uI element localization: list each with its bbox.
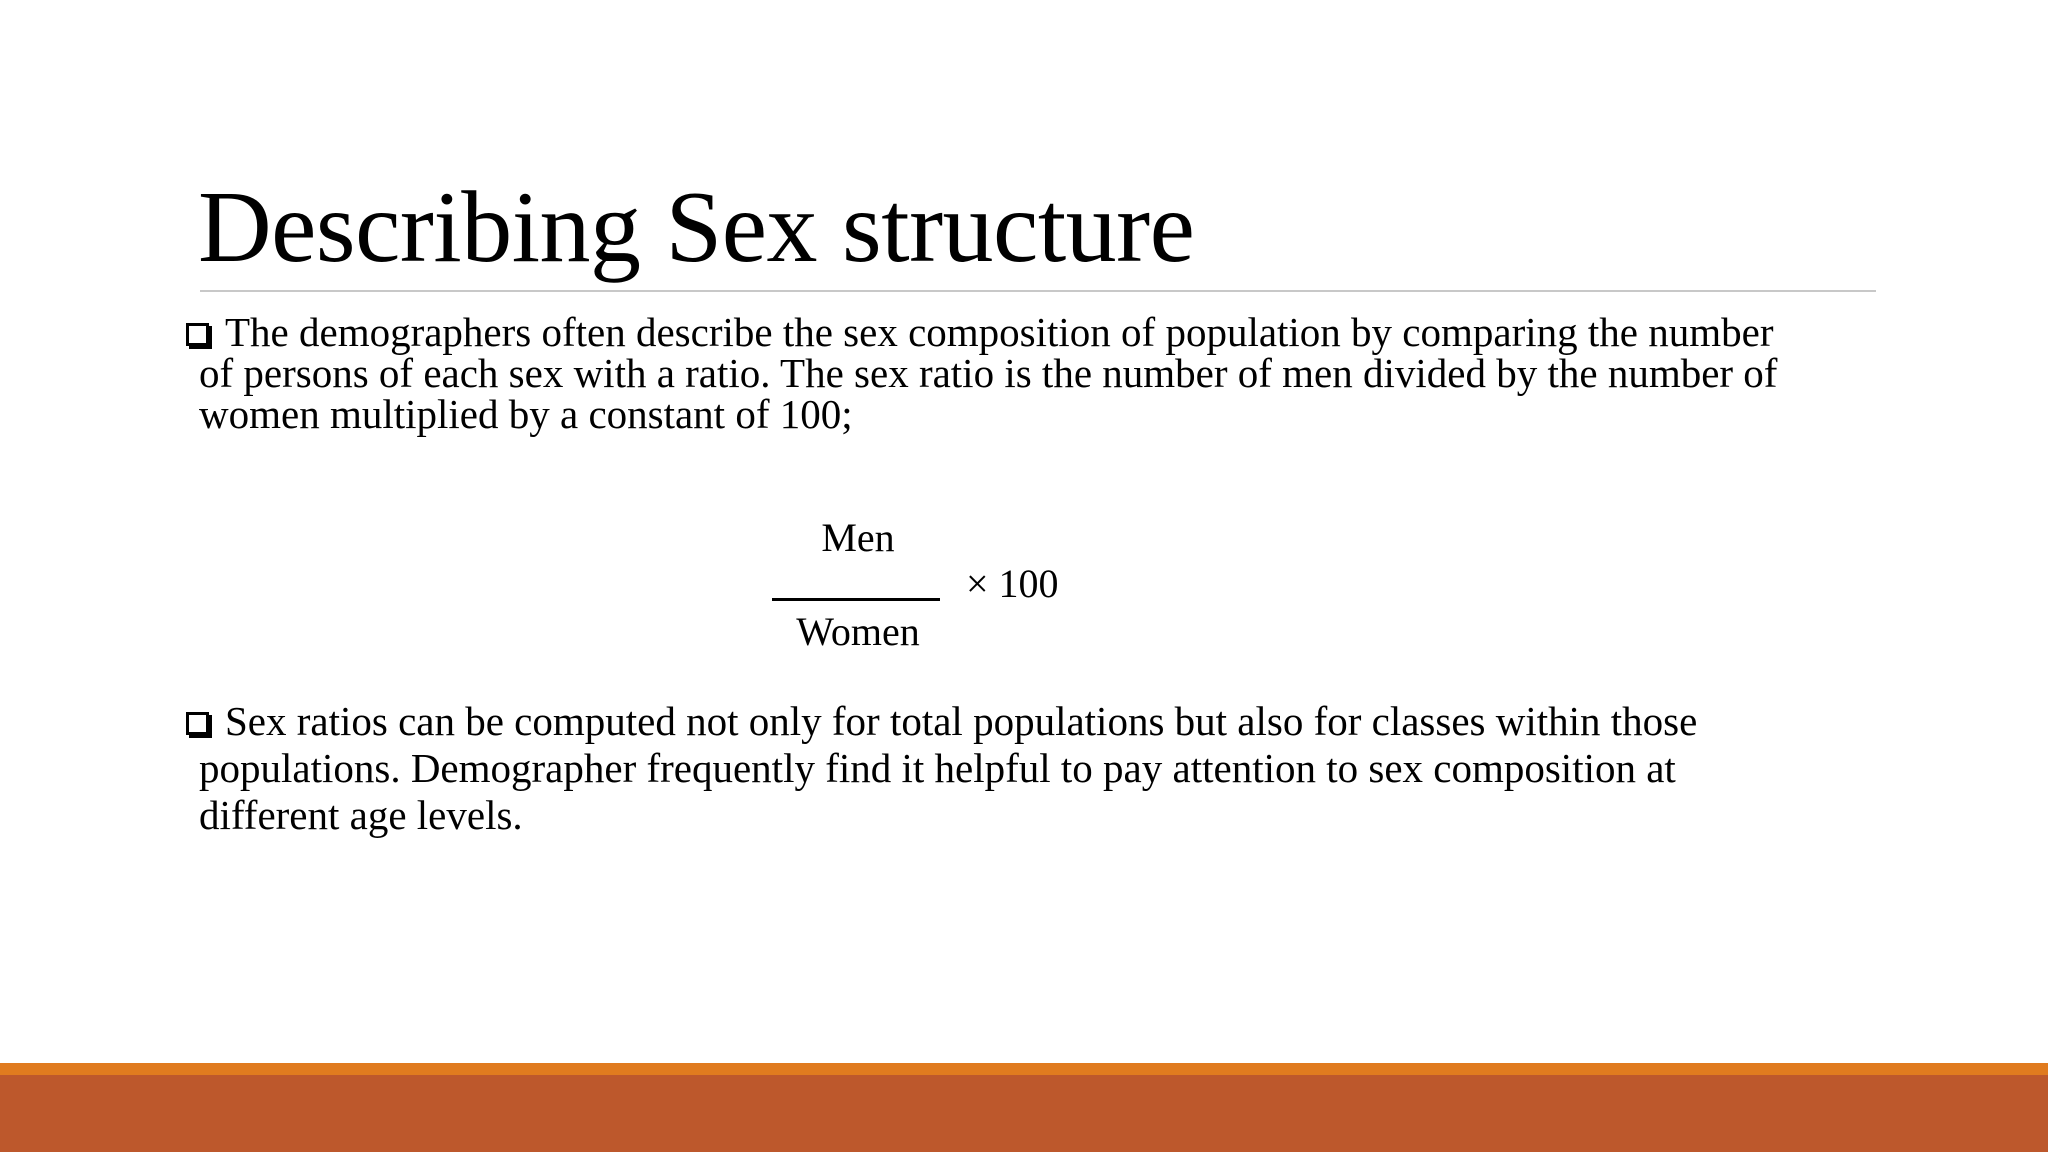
slide-title: Describing Sex structure (198, 171, 1195, 284)
footer-accent-stripe (0, 1063, 2048, 1075)
footer-band (0, 1075, 2048, 1152)
title-divider (200, 290, 1876, 292)
bullet-text: Sex ratios can be computed not only for total populations but also for classes within those (225, 698, 1698, 744)
bullet-line: different age levels. (199, 792, 523, 838)
formula-multiplier: × 100 (966, 561, 1059, 606)
bullet-line: women multiplied by a constant of 100; (199, 391, 853, 437)
bullet-line: populations. Demographer frequently find it helpful to pay attention to sex composition at (199, 745, 1676, 791)
checkbox-bullet-icon (186, 712, 209, 735)
bullet-item-2 (186, 698, 1886, 839)
bullet-line: of persons of each sex with a ratio. The sex ratio is the number of men divided by the number of (199, 350, 1778, 396)
sex-ratio-formula (760, 510, 1100, 660)
formula-numerator: Men (821, 515, 895, 560)
formula-denominator: Women (796, 609, 920, 654)
bullet-item-1 (186, 309, 1886, 437)
bullet-text: The demographers often describe the sex composition of population by comparing the number (225, 309, 1774, 355)
fraction-bar (772, 598, 940, 601)
bullet-line (186, 309, 1886, 355)
checkbox-bullet-icon (186, 323, 209, 346)
bullet-line (186, 698, 1886, 745)
